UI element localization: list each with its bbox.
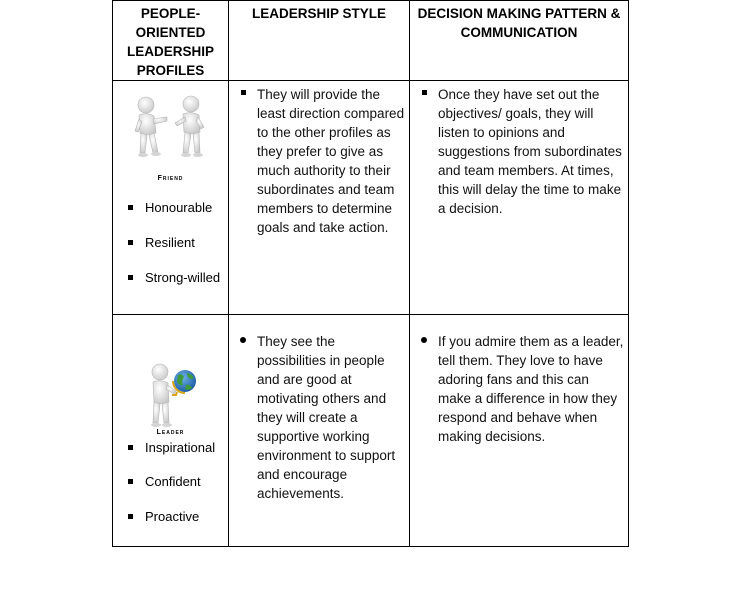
square-bullet-icon — [422, 90, 427, 95]
trait-item: Strong-willed — [113, 268, 228, 286]
table-row — [113, 81, 629, 315]
header-leadership-style: LEADERSHIP STYLE — [251, 6, 387, 21]
square-bullet-icon — [128, 275, 133, 280]
square-bullet-icon — [128, 479, 133, 484]
header-row — [113, 1, 629, 81]
leadership-profiles-table — [112, 0, 629, 547]
header-cell-style — [229, 1, 410, 81]
header-cell-profiles — [113, 1, 229, 81]
trait-item: Proactive — [113, 507, 228, 525]
trait-list — [113, 438, 228, 525]
trait-item: Resilient — [113, 233, 228, 251]
decision-pattern-text: Once they have set out the objectives/ goals, they will listen to opinions and suggestions from subordinates and team members. At times, this will delay the time to make a decision. — [438, 87, 622, 216]
leadership-style-cell — [229, 81, 410, 315]
trait-item: Inspirational — [113, 438, 228, 456]
round-bullet-icon — [240, 337, 246, 343]
square-bullet-icon — [128, 514, 133, 519]
square-bullet-icon — [128, 205, 133, 210]
square-bullet-icon — [241, 90, 246, 95]
decision-pattern-text: If you admire them as a leader, tell them. They love to have adoring fans and this can make a difference in how they respond and behave when making decisions. — [438, 334, 624, 444]
decision-pattern-cell — [410, 315, 629, 547]
header-profiles: PEOPLE-ORIENTED LEADERSHIP PROFILES — [126, 6, 214, 78]
profile-caption: Friend — [157, 175, 184, 182]
square-bullet-icon — [128, 445, 133, 450]
header-decision-making: DECISION MAKING PATTERN & COMMUNICATION — [417, 6, 621, 40]
profile-cell — [113, 315, 229, 547]
table-row — [113, 315, 629, 547]
decision-pattern-cell — [410, 81, 629, 315]
leadership-style-text: They see the possibilities in people and are good at motivating others and they will create a supportive working environment to support and encourage achievements. — [257, 334, 396, 501]
round-bullet-icon — [421, 337, 427, 343]
profile-cell — [113, 81, 229, 315]
trait-list — [113, 198, 228, 286]
trait-item: Honourable — [113, 198, 228, 216]
header-cell-decision — [410, 1, 629, 81]
profile-caption: Leader — [156, 429, 185, 436]
leadership-style-text: They will provide the least direction compared to the other profiles as they prefer to give as much authority to their subordinates and team members to determine goals and take action. — [257, 87, 405, 235]
trait-item: Confident — [113, 472, 228, 490]
profiles-table-container — [112, 0, 628, 543]
leadership-style-cell — [229, 315, 410, 547]
two-figures-talking-icon — [129, 95, 213, 159]
figure-holding-globe-icon — [140, 361, 202, 429]
square-bullet-icon — [128, 240, 133, 245]
